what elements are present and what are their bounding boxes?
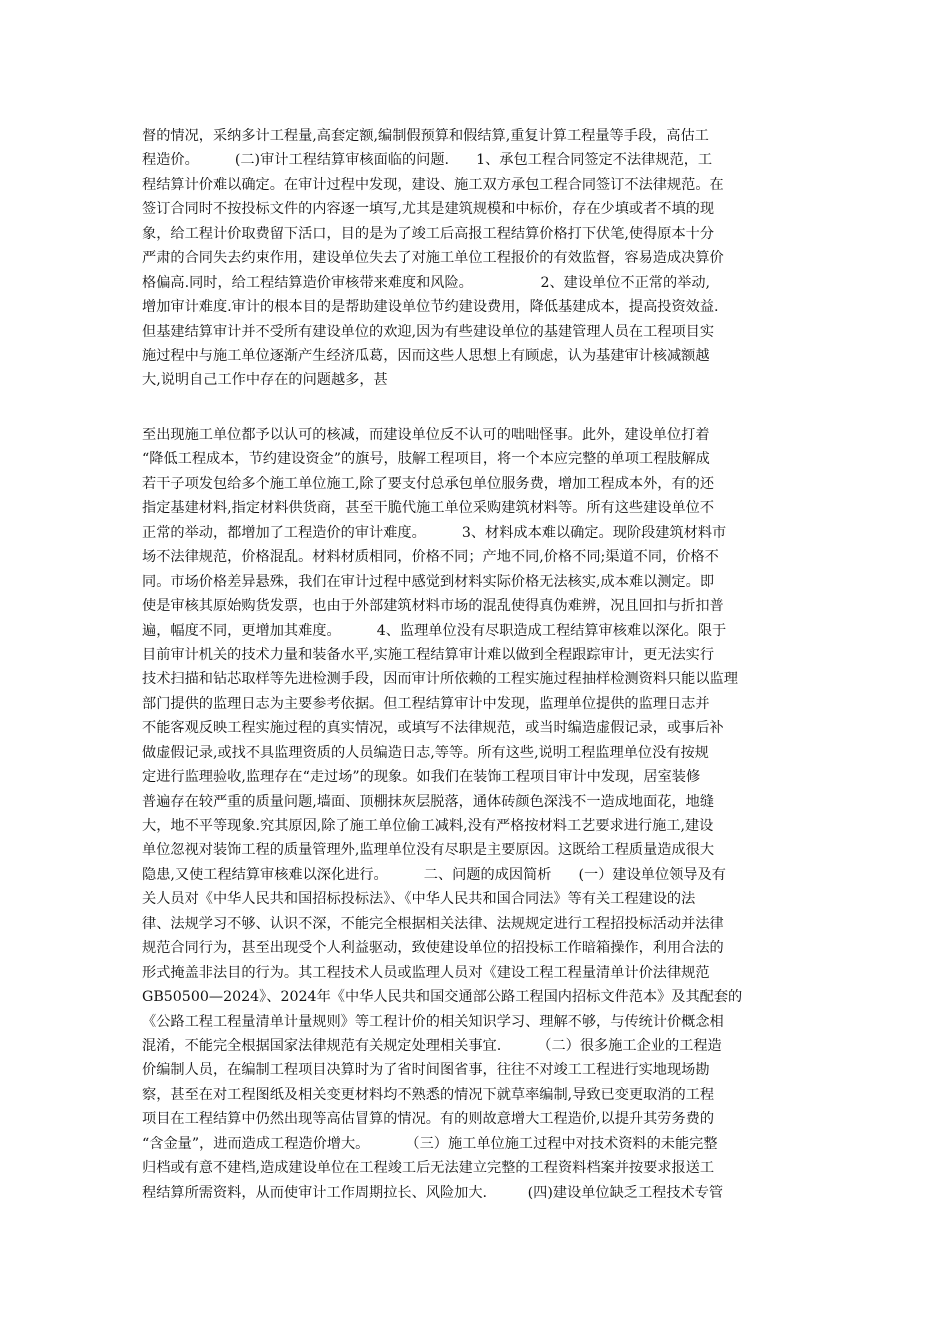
- text-line: 价编制人员，在编制工程项目决算时为了省时间图省事，往往不对竣工工程进行实地现场勘: [142, 1062, 710, 1079]
- text-line: 规范合同行为，甚至出现受个人利益驱动，致使建设单位的招投标工作暗箱操作，利用合法的: [142, 940, 724, 957]
- text-line: 场不法律规范，价格混乱。材料材质相同，价格不同；产地不同,价格不同;渠道不同，价格不: [142, 549, 719, 566]
- text-line: 目前审计机关的技术力量和装备水平,实施工程结算审计难以做到全程跟踪审计，更无法实行: [142, 646, 715, 663]
- text-line: 遍，幅度不同，更增加其难度。 4、监理单位没有尽职造成工程结算审核难以深化。限于: [142, 622, 727, 639]
- text-line: 技术扫描和钻芯取样等先进检测手段，因而审计所依赖的工程实施过程抽样检测资料只能以监理: [142, 671, 738, 688]
- text-line: 察，甚至在对工程图纸及相关变更材料均不熟悉的情况下就草率编制,导致已变更取消的工程: [142, 1086, 715, 1103]
- text-line: 督的情况，采纳多计工程量,高套定额,编制假预算和假结算,重复计算工程量等手段，高估工: [142, 128, 709, 144]
- text-line: 项目在工程结算中仍然出现等高估冒算的情况。有的则故意增大工程造价,以提升其劳务费的: [142, 1111, 715, 1128]
- text-line: 普遍存在较严重的质量问题,墙面、顶棚抹灰层脱落，通体砖颜色深浅不一造成地面花，地缝: [142, 793, 715, 810]
- text-line: 格偏高.同时，给工程结算造价审核带来难度和风险。 2、建设单位不正常的举动,: [142, 274, 711, 291]
- text-line: 严肃的合同失去约束作用，建设单位失去了对施工单位工程报价的有效监督，容易造成决算价: [142, 250, 724, 267]
- text-line: 隐患,又使工程结算审核难以深化进行。 二、问题的成因简析 (一）建设单位领导及有: [142, 866, 726, 883]
- text-line: 形式掩盖非法目的行为。其工程技术人员或监理人员对《建设工程工程量清单计价法律规范: [142, 964, 710, 981]
- text-line: 同。市场价格差异悬殊，我们在审计过程中感觉到材料实际价格无法核实,成本难以测定。即: [142, 573, 715, 590]
- text-line: 施过程中与施工单位逐渐产生经济瓜葛，因而这些人思想上有顾虑，认为基建审计核减额越: [142, 347, 710, 364]
- text-line: 签订合同时不按投标文件的内容逐一填写,尤其是建筑规模和中标价，存在少填或者不填的现: [142, 201, 715, 218]
- text-line: 象，给工程计价取费留下活口，目的是为了竣工后高报工程结算价格打下伏笔,使得原本十分: [142, 225, 715, 242]
- text-line: 程造价。 (二)审计工程结算审核面临的问题. 1、承包工程合同签定不法律规范，工: [142, 152, 713, 169]
- text-line: 《公路工程工程量清单计量规则》等工程计价的相关知识学习、理解不够，与传统计价概念相: [142, 1013, 724, 1030]
- text-line: 大,说明自己工作中存在的问题越多，甚: [142, 372, 388, 389]
- text-line: 混淆，不能完全根据国家法律规范有关规定处理相关事宜. （二）很多施工企业的工程造: [142, 1037, 722, 1054]
- text-line: 程结算所需资料，从而使审计工作周期拉长、风险加大. (四)建设单位缺乏工程技术专管: [142, 1184, 724, 1201]
- text-line: 增加审计难度.审计的根本目的是帮助建设单位节约建设费用，降低基建成本，提高投资效益.: [142, 299, 719, 316]
- text-line: 部门提供的监理日志为主要参考依据。但工程结算审计中发现，监理单位提供的监理日志并: [142, 695, 710, 712]
- text-line: 做虚假记录,或找不具监理资质的人员编造日志,等等。所有这些,说明工程监理单位没有按规: [142, 744, 709, 761]
- text-line: 大，地不平等现象.究其原因,除了施工单位偷工减料,没有严格按材料工艺要求进行施工,建设: [142, 818, 714, 834]
- text-line: 但基建结算审计并不受所有建设单位的欢迎,因为有些建设单位的基建管理人员在工程项目实: [142, 323, 715, 340]
- text-line: 程结算计价难以确定。在审计过程中发现，建设、施工双方承包工程合同签订不法律规范。在: [142, 176, 724, 193]
- text-line: GB50500—2024》、2024年《中华人民共和国交通部公路工程国内招标文件范本》及其配套的: [142, 989, 743, 1006]
- text-line: 指定基建材料,指定材料供货商，甚至干脆代施工单位采购建筑材料等。所有这些建设单位不: [142, 500, 715, 517]
- text-block-1: [142, 124, 812, 393]
- text-line: 关人员对《中华人民共和国招标投标法》、《中华人民共和国合同法》等有关工程建设的法: [142, 891, 696, 908]
- text-block-2: [142, 423, 812, 1205]
- text-line: 使是审核其原始购货发票，也由于外部建筑材料市场的混乱使得真伪难辨，况且回扣与折扣普: [142, 598, 724, 615]
- text-line: 不能客观反映工程实施过程的真实情况，或填写不法律规范，或当时编造虚假记录，或事后补: [142, 720, 724, 737]
- text-line: “降低工程成本，节约建设资金”的旗号，肢解工程项目，将一个本应完整的单项工程肢解成: [142, 451, 710, 468]
- text-line: 归档或有意不建档,造成建设单位在工程竣工后无法建立完整的工程资料档案并按要求报送工: [142, 1160, 715, 1177]
- text-line: 律、法规学习不够、认识不深，不能完全根据相关法律、法规规定进行工程招投标活动并法律: [142, 915, 724, 932]
- text-line: 至出现施工单位都予以认可的核减，而建设单位反不认可的咄咄怪事。此外，建设单位打着: [142, 427, 710, 443]
- text-line: 定进行监理验收,监理存在“走过场”的现象。如我们在装饰工程项目审计中发现，居室装修: [142, 769, 701, 786]
- text-line: 若干子项发包给多个施工单位施工,除了要支付总承包单位服务费，增加工程成本外，有的还: [142, 475, 715, 492]
- text-line: 单位忽视对装饰工程的质量管理外,监理单位没有尽职是主要原因。这既给工程质量造成很大: [142, 842, 715, 859]
- text-line: 正常的举动，都增加了工程造价的审计难度。 3、材料成本难以确定。现阶段建筑材料市: [142, 524, 727, 541]
- text-line: “含金量”，进而造成工程造价增大。 （三）施工单位施工过程中对技术资料的未能完整: [142, 1135, 718, 1152]
